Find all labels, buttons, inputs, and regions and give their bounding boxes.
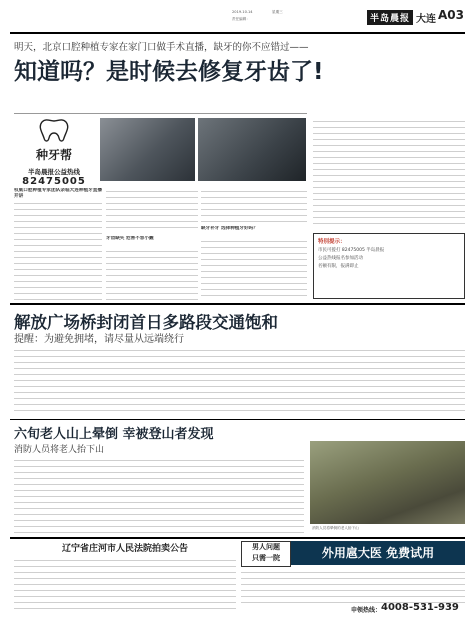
second-headline: 解放广场桥封闭首日多路段交通饱和 xyxy=(14,313,278,332)
top-intro xyxy=(14,82,306,110)
col-3-text xyxy=(201,188,307,224)
top-kicker: 明天，北京口腔种植专家在家门口做手术直播，缺牙的你不应错过—— xyxy=(14,42,309,53)
signup-box-title: 特别提示： xyxy=(318,239,346,245)
gum-brand: 半岛晨报公益热线 xyxy=(28,168,80,176)
court-notice-title: 辽宁省庄河市人民法院拍卖公告 xyxy=(61,544,188,554)
col-2-section-head: 牙齿缺失 危害不容小觑 xyxy=(106,236,154,241)
court-notice-text xyxy=(14,557,236,613)
third-headline: 六旬老人山上晕倒 幸被登山者发现 xyxy=(14,427,214,442)
clinic-tag-line-1: 男人问题 xyxy=(252,543,280,551)
col-2-text-b xyxy=(106,248,198,300)
signup-line-2: 公益热线报名参加活动 xyxy=(318,256,363,261)
top-story-rule xyxy=(10,303,465,305)
masthead-city: 大连 xyxy=(416,14,436,25)
rescue-photo-caption: 消防人员将晕倒的老人抬下山 xyxy=(312,526,359,530)
gum-logo-block xyxy=(14,118,94,187)
clinic-hotline-label: 申领热线： xyxy=(351,607,382,614)
masthead-editor: 责任编辑： xyxy=(232,17,250,21)
bottom-rule xyxy=(10,537,465,539)
top-headline: 知道吗？是时候去修复牙齿了! xyxy=(14,59,324,85)
masthead-rule xyxy=(10,32,465,34)
col-3-text-b xyxy=(201,238,307,300)
signup-box xyxy=(313,233,465,299)
clinic-text xyxy=(241,569,465,603)
intro-rule xyxy=(14,113,307,114)
masthead-logo: 半岛晨报 xyxy=(367,10,413,25)
page-number: A03 xyxy=(438,8,464,22)
rescue-photo xyxy=(310,441,465,524)
clinic-ad xyxy=(241,541,465,615)
second-story-text xyxy=(14,347,465,415)
masthead xyxy=(10,6,465,32)
dental-photo-1 xyxy=(100,118,195,181)
signup-line-1: 市民可拨打 82475005 半岛晨报 xyxy=(318,248,385,253)
signup-line-3: 名额有限，报满即止 xyxy=(318,264,359,269)
clinic-hotline: 4008-531-939 xyxy=(381,602,459,613)
dental-photo-2 xyxy=(198,118,306,181)
clinic-banner: 外用扈大医 免费试用 xyxy=(291,541,465,565)
second-story-rule xyxy=(10,419,465,420)
masthead-weekday: 星期三 xyxy=(272,10,283,14)
right-col-text xyxy=(313,118,465,228)
col-1-section-head: 权威口腔种植专家团队亲临大连种植牙直播开讲 xyxy=(14,188,102,200)
clinic-tag xyxy=(241,541,291,567)
masthead-date: 2019.10.14 xyxy=(232,10,253,14)
court-notice xyxy=(14,541,236,613)
third-subhead: 消防人员将老人抬下山 xyxy=(14,445,105,455)
third-story-text xyxy=(14,457,304,533)
tooth-icon xyxy=(36,118,72,144)
gum-phone: 82475005 xyxy=(22,176,86,187)
col-1-text xyxy=(14,200,102,300)
col-3-section-head: 缺牙补牙 选择种植牙好吗？ xyxy=(201,226,258,231)
clinic-tag-line-2: 只需一院 xyxy=(252,554,280,562)
col-2-text xyxy=(106,188,198,232)
gum-logo-title: 种牙帮 xyxy=(35,148,72,162)
second-subhead: 提醒：为避免拥堵，请尽量从远端绕行 xyxy=(14,334,184,345)
